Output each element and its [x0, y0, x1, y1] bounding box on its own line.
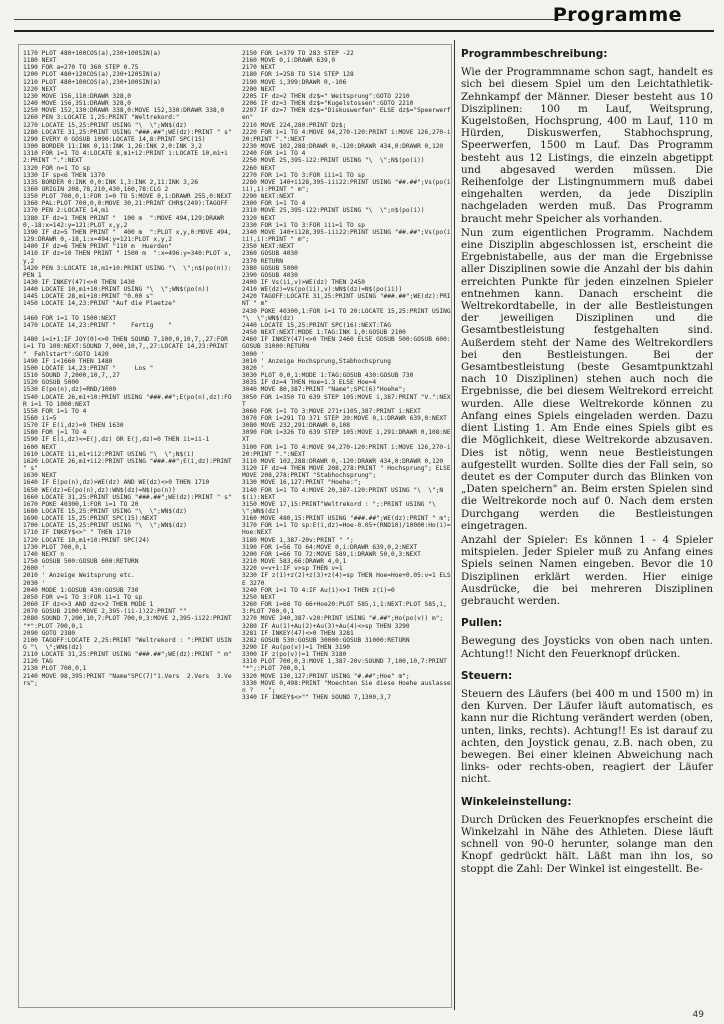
code-line: 1680 LOCATE 15,25:PRINT USING "\ \";WN$(dz) [23, 508, 187, 515]
code-line: 3320 MOVE 130,127:PRINT USING "#.##";Hoe" m"; [242, 672, 410, 680]
code-line: 1330 IF sp<6 THEN 1370 [23, 171, 105, 179]
code-line: 1250 MOVE 152,130:DRAWR 338,0:MOVE 152,330:DRAWR 338,0 [23, 107, 225, 115]
code-line: 1640 IF E(po(n),dz)>WE(dz) AND WE(dz)<>0 THEN 1710 [23, 479, 210, 487]
code-line: 2250 MOVE 25,395-i22:PRINT USING "\ \";N$(po(i)) [242, 157, 425, 165]
code-line: 2140 MOVE 98,395:PRINT "Name"SPC(7)"1.Vers 2.Vers 3.Vers"; [23, 672, 232, 687]
code-line: 3070 FOR i=291 TO 371 STEP 20:MOVE 0,i:DRAWR 639,0:NEXT [242, 414, 447, 422]
code-line: 1590 IF E(i,dz)<=E(j,dz) OR E(j,dz)=0 THEN ii=ii-1 [23, 436, 210, 444]
section-pullen [461, 617, 713, 660]
code-line: 1660 LOCATE 31,25:PRINT USING "###.##";WE(dz):PRINT " s" [23, 493, 232, 501]
code-line: 2110 LOCATE 31,25:PRINT USING "###.##";WE(dz):PRINT " m" [23, 651, 232, 659]
code-line: 1260 PEN 3:LOCATE 1,25:PRINT "Weltrekord:" [23, 114, 180, 122]
code-line: 2400 IF Vs(ii,v)>WE(dz) THEN 2450 [242, 279, 365, 286]
code-line: 1520 GOSUB 5000 [23, 379, 79, 387]
code-line: 2460 IF INKEY(47)<>0 THEN 2460 ELSE GOSUB 500:GOSUB 600:GOSUB 31000:RETURN [242, 336, 451, 351]
code-line: 1445 LOCATE 28,m1+10:PRINT "0.00 s" [23, 293, 154, 301]
code-line: 1570 IF E(i,dz)=0 THEN 1630 [23, 422, 124, 430]
code-line: 3150 MOVE 17,15:PRINT"Weltrekord : ";:PRINT USING "\ \";WN$(dz) [242, 500, 444, 515]
code-line: 1650 WE(dz)=E(po(n),dz):WN$(dz)=N$(po(n)) [23, 486, 176, 494]
code-line: 1430 IF INKEY(47)<>0 THEN 1430 [23, 279, 135, 286]
code-line: 2230 MOVE 102,288:DRAWR 0,-120:DRAWR 434,0:DRAWR 0,120 [242, 143, 444, 151]
code-line: 2030 ' [23, 579, 46, 587]
code-line: 1410 IF dz=10 THEN PRINT " 1500 m ":x=496:y=340:PLOT x,y,2 [23, 250, 232, 265]
code-line: 1690 LOCATE 15,25:PRINT SPC(15):NEXT [23, 515, 158, 523]
code-line: 3290 IF Au(po(v))=1 THEN 3190 [242, 643, 351, 651]
code-line: 2340 MOVE 140+i128,395-iii22:PRINT USING "##.##";Vs(po(iii),i):PRINT " m"; [242, 228, 451, 244]
code-line: 1350 PLOT 700,0,1:FOR i=0 TO 5:MOVE 0,i:DRAWR 255,0:NEXT [23, 193, 232, 201]
code-line: 1510 SOUND 7,2000,10,7,,27 [23, 372, 120, 380]
code-line: 2210 MOVE 224,280:PRINT Dz$; [242, 121, 347, 129]
code-line: 1320 FOR n=1 TO sp [23, 164, 91, 172]
code-line: 1700 LOCATE 15,25:PRINT USING "\ \";WN$(dz) [23, 522, 187, 530]
code-line: 3000 ' [242, 350, 265, 358]
code-line: 2370 RETURN [242, 257, 283, 265]
code-line: 3282 GOSUB 530:GOSUB 30000:GOSUB 31000:RETURN [242, 636, 410, 644]
code-line: 1400 IF dz=6 THEN PRINT "110 m Huerden" [23, 243, 173, 251]
code-line: 2180 FOR i=258 TO 514 STEP 128 [242, 71, 354, 79]
header-rule [14, 30, 714, 32]
code-line: 1335 BORDER 0:INK 0,0:INK 1,3:INK 2,11:INK 3,26 [23, 178, 199, 186]
program-description [461, 48, 713, 1008]
code-line: 3210 MOVE 583,66:DRAWR 4,0,1 [242, 558, 347, 566]
code-line: 2160 MOVE 0,i:DRAWR 639,0 [242, 57, 336, 65]
code-line: 2430 POKE 40300,1:FOR i=1 TO 20:LOCATE 15,25:PRINT USING "\ \";WN$(dz) [242, 307, 454, 322]
code-line: 1530 E(po(n),dz)=RND/1000 [23, 386, 117, 394]
code-line: 2360 GOSUB 4030 [242, 250, 298, 258]
code-line: 1190 FOR a=270 TO 360 STEP 0.75 [23, 64, 139, 72]
code-line: 1470 LOCATE 14,23:PRINT " Fertig " [23, 321, 173, 329]
code-line: 3050 FOR i=350 TO 639 STEP 105:MOVE i,387:PRINT "V.":NEXT [242, 393, 451, 408]
code-line: 2280 MOVE 140+i128,395-iii22:PRINT USING "##.##";Vs(po(iii),i):PRINT " m"; [242, 178, 451, 193]
code-line: 2310 MOVE 25,395-i22:PRINT USING "\ \";n$(po(i)) [242, 207, 425, 215]
winkel-text: Durch Drücken des Feuerknopfes erscheint die Winkelzahl in Nähe des Athleten. Diese läuft schnell von 90-0 herunter, solange man den Knopf gedrückt hält. Läßt man ihn los, so stoppt die Zahl: Der Winkel ist eingestellt. Be- [461, 813, 713, 875]
code-line: 3080 MOVE 232,291:DRAWR 0,108 [242, 422, 351, 430]
code-line: 2420 TAGOFF:LOCATE 31,25:PRINT USING "###.##";WE(dz):PRINT " m" [242, 293, 451, 308]
code-line: 1280 LOCATE 31,25:PRINT USING "###.##";WE(dz):PRINT " s" [23, 128, 232, 136]
code-line: 3281 IF INKEY(47)<>0 THEN 3281 [242, 629, 354, 637]
code-line: 1310 FOR i=1 TO 4:LOCATE 8,m1+i2:PRINT i:LOCATE 10,m1+i2:PRINT ".":NEXT [23, 150, 228, 165]
code-line: 3200 FOR i=66 TO 72:MOVE 589,i:DRAWR 50,0,3:NEXT [242, 550, 421, 558]
code-line: 1380 IF dz=1 THEN PRINT " 100 m ":MOVE 494,129:DRAWR 0,-18:x=142:y=121:PLOT x,y,2 [23, 214, 228, 229]
code-line: 3060 FOR i=1 TO 3:MOVE 271+i105,387:PRINT i:NEXT [242, 407, 421, 415]
code-line: 2330 FOR i=1 TO 3:FOR iii=1 TO sp [242, 221, 365, 229]
column-divider [454, 40, 455, 1010]
code-line: 2010 ' Anzeige Weitsprung etc. [23, 572, 135, 580]
code-line: 2205 IF dz=2 THEN dz$=" Weitsprung":GOTO 2210 [242, 92, 410, 100]
description-paragraph: Nun zum eigentlichen Programm. Nachdem eine Disziplin abgeschlossen ist, erscheint die Ergebnistabelle, aus der man die Ergebnisse aller Disziplinen sowie die Anzahl der bis dahin erreichten Punkte für jeden einzelnen Spieler entnehmen kann. Danach erscheint die Weltrekordtabelle, in der alle Bestleistungen der jeweiligen Disziplinen und die Gesamtbestleistung festgehalten sind. Außerdem steht der Name des Weltrekordlers bei den Bestleistungen. Bei der Gesamtbestleistung (beste Gesamtpunktzahl nach 10 Disziplinen) stehen auch noch die Ergebnisse, die bei diesem Weltrekord erreicht wurden. Alle diese Weltrekorde können zu Anfang eines Spiels eingeladen werden. Dazu dient Listing 1. Am Ende eines Spiels gibt es die Möglichkeit, diese Weltrekorde abzusaven. Dies ist nötig, wenn neue Bestleistungen aufgestellt wurden. Sollte dies der Fall sein, so deutet es der Computer durch das Blinken von „Daten speichern" an. Beim ersten Spielen sind die Weltrekorde noch auf 0. Nach dem ersten Durchgang werden die Bestleistungen eingetragen. [461, 226, 713, 532]
code-line: 3240 FOR i=1 TO 4:IF Au(i)<>1 THEN z(i)=0 [242, 586, 395, 594]
code-line: 2190 MOVE i,399:DRAWR 0,-106 [242, 78, 347, 86]
code-line: 1200 PLOT 480+120COS(a),230+120SIN(a) [23, 71, 161, 79]
code-line: 1710 IF INKEY$<>" " THEN 1710 [23, 529, 132, 537]
code-line: 1220 NEXT [23, 85, 57, 93]
code-line: 1230 MOVE 156,110:DRAWR 328,0 [23, 92, 132, 100]
program-listing-left [23, 50, 235, 1000]
code-line: 3100 FOR i=1 TO 4:MOVE 94,270-i20:PRINT i:MOVE 126,270-i20:PRINT ".":NEXT [242, 443, 451, 458]
code-line: 2450 NEXT:NEXT:MODE 1:TAG:INK 1,0:GOSUB 2100 [242, 329, 406, 337]
code-line: 3030 PLOT 0,0,1:MODE 1:TAG:GOSUB 430:GOSUB 730 [242, 372, 414, 380]
code-line: 3250 NEXT [242, 593, 276, 601]
code-line: 1740 NEXT n [23, 550, 64, 558]
code-line: 1360 ORIGIN 208,78,210,430,160,78:CLG 2 [23, 185, 169, 193]
section-winkel [461, 796, 713, 875]
code-line: 2440 LOCATE 15,25:PRINT SPC(16):NEXT:TAG [242, 321, 392, 329]
pullen-text: Bewegung des Joysticks von oben nach unten. Achtung!! Nicht den Feuerknopf drücken. [461, 635, 713, 660]
code-line: 3140 FOR i=1 TO 4:MOVE 20,387-i20:PRINT USING "\ \";N$(i):NEXT [242, 486, 444, 501]
code-line: 1270 LOCATE 15,25:PRINT USING "\ \";WN$(dz) [23, 121, 187, 129]
code-line: 3310 PLOT 700,0,3:MOVE 1,387-20v:SOUND 7,100,10,7:PRINT "*";:PLOT 700,0,1 [242, 658, 451, 673]
code-line: 1420 PEN 3:LOCATE 10,m1+10:PRINT USING "\ \";n$(po(n)):PEN 1 [23, 264, 232, 279]
code-line: 2130 PLOT 700,0,1 [23, 665, 87, 673]
description-players: Anzahl der Spieler: Es können 1 - 4 Spieler mitspielen. Jeder Spieler muß zu Anfang eines Spiels seinen Namen eingeben. Bevor die 10 Disziplinen erklärt werden. Hier einige Ausdrücke, die bei mehreren Disziplinen gebraucht werden. [461, 533, 713, 607]
code-line: 3220 v=v+1:IF v>sp THEN v=1 [242, 565, 343, 573]
code-line: 1170 PLOT 480+100COS(a),230+100SIN(a) [23, 50, 161, 57]
code-line: 1390 IF dz=5 THEN PRINT " 400 m ":PLOT x,y,0:MOVE 494,129:DRAWR 0,-18,1:x=494:y=121:PLOT x,y,2 [23, 228, 232, 244]
program-listing-right [242, 50, 454, 1000]
code-line: 2060 IF dz<>3 AND dz<>2 THEN MODE 1 [23, 601, 154, 609]
code-line: 1450 LOCATE 14,23:PRINT "Auf die Plaetze" [23, 300, 176, 308]
code-line: 2240 FOR i=1 TO 4 [242, 150, 306, 158]
code-line: 1180 NEXT [23, 57, 57, 65]
code-line: 2070 GOSUB 2100:MOVE 2,395-(ii-1)22:PRINT "" [23, 608, 187, 616]
description-heading: Programmbeschreibung: [461, 48, 608, 60]
code-line: 3270 MOVE 240,387-v20:PRINT USING "#.##";Ho(po(v)) m"; [242, 615, 444, 623]
code-line: 1560 ii=5 [23, 414, 57, 422]
code-line: 2100 TAGOFF:LOCATE 2,25:PRINT "Weltrekord : ":PRINT USING "\ \";WN$(dz) [23, 636, 232, 651]
code-line: 1720 LOCATE 10,m1+10:PRINT SPC(24) [23, 536, 150, 544]
code-line: 2080 SOUND 7,200,10,7:PLOT 700,0,3:MOVE 2,395-ii22:PRINT "*":PLOT 700,0,1 [23, 615, 235, 630]
code-line: 3090 FOR i=326 TO 639 STEP 105:MOVE i,291:DRAWR 0,108:NEXT [242, 429, 451, 444]
code-line: 1600 NEXT [23, 443, 57, 451]
code-line: 2206 IF dz=3 THEN dz$="Kugelstossen":GOTO 2210 [242, 100, 414, 108]
code-line: 1460 FOR i=1 TO 1500:NEXT [23, 314, 117, 322]
code-line: 3330 MOVE 0,498:PRINT "Moechten Sie diese Hoehe auslassen ? "; [242, 679, 451, 694]
code-line: 2150 FOR i=379 TO 283 STEP -22 [242, 50, 354, 57]
code-line: 1360 PAL:PLOT 700,0,0:MOVE 30,21:PRINT CHR$(249):TAGOFF [23, 200, 228, 208]
code-line: 2390 GOSUB 4030 [242, 271, 298, 279]
page-number: 49 [692, 1010, 704, 1020]
code-line [23, 329, 235, 336]
code-line: 2260 NEXT [242, 164, 276, 172]
code-line: 1730 PLOT 700,0,1 [23, 543, 87, 551]
code-line: 1580 FOR j=1 TO 4 [23, 429, 87, 437]
code-line: 2380 GOSUB 5000 [242, 264, 298, 272]
header-thin-rule [14, 19, 574, 20]
code-line: 1440 LOCATE 10,m1+10:PRINT USING "\ \";WN$(po(n)) [23, 286, 210, 294]
code-line: 1210 PLOT 480+100COS(a),230+100SIN(a) [23, 78, 161, 86]
code-line: 1240 MOVE 156,351:DRAWR 328,0 [23, 100, 132, 108]
code-line: 3260 FOR i=66 TO 66+Hoe20:PLOT 585,i,1:NEXT:PLOT 585,i,3:PLOT 700,0,1 [242, 601, 447, 616]
code-line: 3120 IF dz=4 THEN MOVE 208,278:PRINT " Hochsprung"; ELSE MOVE 208,278:PRINT "Stabhochsprung"; [242, 465, 454, 480]
code-line: 3040 MOVE 80,387:PRINT "Name";SPC(6)"Hoehe"; [242, 386, 406, 394]
section-steuern [461, 670, 713, 786]
code-line: 3020 ' [242, 364, 265, 372]
code-line: 3110 MOVE 102,288:DRAWR 0,-120:DRAWR 434,0:DRAWR 0,120 [242, 457, 444, 465]
code-line: 2200 NEXT [242, 85, 276, 93]
code-line: 2040 MODE 1:GOSUB 430:GOSUB 730 [23, 586, 139, 594]
code-line: 1630 NEXT [23, 472, 57, 480]
code-line: 1550 FOR i=1 TO 4 [23, 407, 87, 415]
code-line: 1370 PEN 2:LOCATE 14,m1 [23, 207, 109, 215]
code-line: 2300 FOR i=1 TO 4 [242, 200, 306, 208]
code-line: 2220 FOR i=1 TO 4:MOVE 94,270-i20:PRINT i:MOVE 126,270-i20:PRINT ".":NEXT [242, 128, 451, 143]
code-line: 1290 EVERY 0 GOSUB 1090:LOCATE 14,8:PRINT SPC(15) [23, 135, 206, 143]
code-line: 1620 LOCATE 26,m1+ii2:PRINT USING "###.##";E(i,dz):PRINT " s" [23, 457, 235, 473]
code-line: 2090 GOTO 2380 [23, 629, 76, 637]
code-line: 3130 MOVE 16,127:PRINT "Hoehe:"; [242, 479, 362, 487]
code-line: 3300 IF z(po(v))=1 THEN 3180 [242, 651, 347, 659]
code-line: 3280 IF Au(1)+Au(2)+Au(3)+Au(4)<>sp THEN 3290 [242, 622, 410, 630]
code-line: 3190 FOR i=56 TO 64:MOVE 0,i:DRAWR 639,0,2:NEXT [242, 543, 418, 551]
steuern-text: Steuern des Läufers (bei 400 m und 1500 m) in den Kurven. Der Läufer läuft automatisch, es kann nur die Richtung verändert werden (oben, unten, links, rechts). Achtung!! Es ist darauf zu achten, den Joystick genau, z.B. nach oben, zu bewegen. Bei einer kleinen Abweichung nach links- oder rechts-oben, reagiert der Läufer nicht. [461, 687, 713, 786]
code-line: 2320 NEXT [242, 214, 276, 222]
code-line: 3340 IF INKEY$<>"" THEN SOUND 7,1300,3,7 [242, 694, 392, 702]
code-line: 3035 IF dz=4 THEN Hoe=1.3 ELSE Hoe=4 [242, 379, 377, 387]
code-line: 2120 TAG [23, 658, 53, 666]
steuern-heading: Steuern: [461, 669, 513, 682]
code-line: 2207 IF dz=7 THEN dz$="Diskuswerfen" ELSE dz$="Speerwerfen" [242, 107, 451, 122]
code-line: 2290 NEXT:NEXT [242, 193, 295, 201]
code-line [23, 308, 235, 315]
section-title: Programme [552, 4, 682, 26]
code-line: 3230 IF z(1)+z(2)+z(3)+z(4)=sp THEN Hoe=Hoe+0.05:v=1 ELSE 3270 [242, 572, 451, 587]
code-line: 1540 LOCATE 26,m1+10:PRINT USING "###.##";E(po(n),dz):FOR i=1 TO 1000:NEXT [23, 393, 232, 408]
code-line: 2410 WE(dz)=Vs(po(ii),v):WN$(dz)=N$(po(ii)) [242, 286, 403, 294]
code-line: 2000 ' [23, 565, 46, 573]
code-line: 3160 MOVE 480,15:PRINT USING "###.##";WE(dz):PRINT " m"; [242, 515, 451, 523]
code-line: 1670 POKE 40300,1:FOR i=1 TO 20 [23, 500, 139, 508]
code-line: 2350 NEXT:NEXT [242, 243, 295, 251]
code-line: 1300 BORDER 11:INK 0,11:INK 1,26:INK 2,0:INK 3,2 [23, 143, 202, 151]
code-line: 1490 IF i<1660 THEN 1480 [23, 357, 113, 365]
code-line: 1480 i=i+1:IF JOY(0)<>0 THEN SOUND 7,100,0,10,7,,27:FOR i=1 TO 100:NEXT:SOUND 7,000,10,7,,27:LOCATE 14,23:PRINT " Fehlstart":GOTO 1420 [23, 336, 232, 358]
code-line: 3010 ' Anzeige Hochsprung,Stabhochsprung [242, 357, 392, 365]
winkel-heading: Winkeleinstellung: [461, 795, 572, 808]
code-line: 2050 FOR v=1 TO 3:FOR ii=1 TO sp [23, 593, 143, 601]
code-line: 1500 LOCATE 14,23:PRINT " Los " [23, 364, 154, 372]
pullen-heading: Pullen: [461, 617, 503, 630]
code-line: 1750 GOSUB 500:GOSUB 600:RETURN [23, 558, 139, 566]
code-line: 2170 NEXT [242, 64, 276, 72]
code-line: 1610 LOCATE 11,m1+ii2:PRINT USING "\ \";N$(i) [23, 450, 195, 458]
code-line: 3170 FOR i=1 TO sp:E(i,dz)=Hoe-0.05+(RND10)/10000:Ho(i)=Hoe:NEXT [242, 522, 451, 537]
code-line: 2270 FOR i=1 TO 3:FOR iii=1 TO sp [242, 171, 365, 179]
code-line: 3180 MOVE 1,387-20v:PRINT " "; [242, 536, 354, 544]
description-intro: Wie der Programmname schon sagt, handelt es sich bei diesem Spiel um den Leichtathletik-Zehnkampf der Männer. Dieser besteht aus 10 Disziplinen: 100 m Lauf, Weitsprung, Kugelstoßen, Hochsprung, 400 m Lauf, 110 m Hürden, Diskuswerfen, Stabhochsprung, Speerwerfen, 1500 m Lauf. Das Programm besteht aus 12 Listings, die einzeln abgetippt und abgesaved werden müssen. Die Reihenfolge der Listingnummern muß dabei eingehalten werden, da jede Disziplin nachgeladen werden muß. Das Programm braucht mehr Speicher als vorhanden. [461, 66, 713, 225]
